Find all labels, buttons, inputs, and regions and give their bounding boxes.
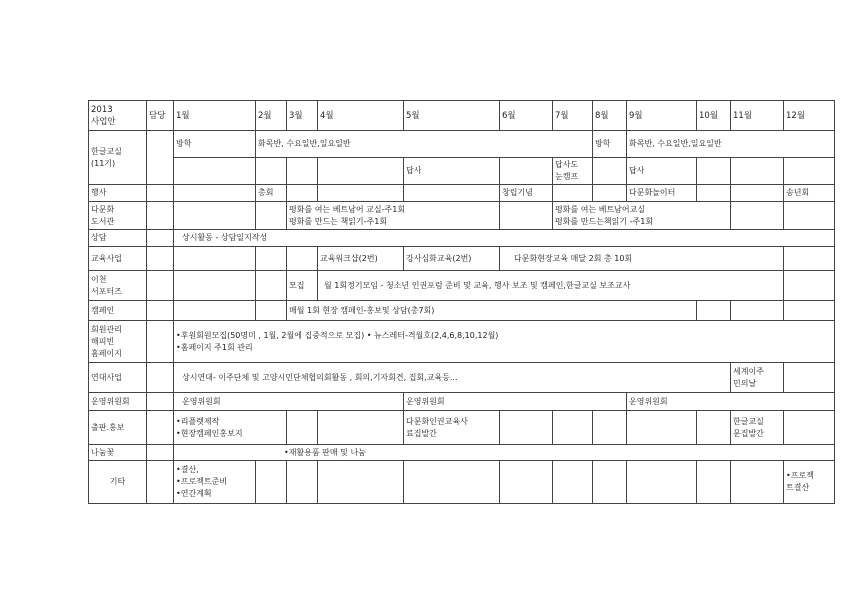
- owner-cell: [147, 321, 174, 363]
- row-label-solidarity: 연대사업: [89, 363, 147, 393]
- owner-cell: [147, 271, 174, 301]
- row-sharing: [89, 445, 835, 461]
- row-campaign: [89, 301, 835, 321]
- empty-cell: [500, 158, 553, 185]
- row-korean-class-sub: [89, 158, 835, 185]
- general-meeting: 총회: [256, 185, 287, 202]
- vacation-1: 방학: [174, 131, 256, 158]
- header-month-4: 4월: [318, 101, 404, 131]
- owner-cell: [147, 445, 174, 461]
- row-label-education: 교육사업: [89, 247, 147, 271]
- header-month-5: 5월: [404, 101, 500, 131]
- solidarity-item: 상시연대- 이주단체 및 고양시민단체협의회활동 , 회의,기자회견, 집회,교육등...: [174, 363, 731, 393]
- empty-cell: [697, 411, 731, 445]
- empty-cell: [500, 202, 553, 230]
- membership-item-2: •홈페이지 주1회 관리: [176, 342, 253, 352]
- header-month-6: 6월: [500, 101, 553, 131]
- empty-cell: [697, 461, 731, 504]
- header-month-11: 11월: [731, 101, 784, 131]
- row-label-membership: 회원관리 해피빈 홈페이지: [89, 321, 147, 363]
- empty-cell: [174, 202, 256, 230]
- youth-recruit: 모집: [287, 271, 318, 301]
- anniversary: 창립기념: [500, 185, 553, 202]
- youth-item: 월 1회정기모임 - 청소년 인권포럼 준비 및 교육, 행사 보조 및 캠페인,한글교실 보조교사: [318, 271, 784, 301]
- empty-cell: [593, 185, 627, 202]
- owner-cell: [147, 301, 174, 321]
- empty-cell: [287, 461, 318, 504]
- empty-cell: [256, 301, 287, 321]
- empty-cell: [256, 158, 287, 185]
- row-youth-supporters: [89, 271, 835, 301]
- library-item-2: 평화를 여는 베트남어교실 평화를 만드는책읽기 -주1회: [553, 202, 731, 230]
- education-item-2: 강사심화교육(2번): [404, 247, 500, 271]
- empty-cell: [731, 461, 784, 504]
- row-publication: [89, 411, 835, 445]
- empty-cell: [174, 301, 256, 321]
- summer-camp: 답사도 눈캠프: [553, 158, 593, 185]
- counseling-item: 상시활동 - 상담일지작성: [174, 230, 835, 247]
- steering-meeting-2: 운영위원회: [404, 393, 627, 411]
- owner-cell: [147, 461, 174, 504]
- empty-cell: [627, 461, 697, 504]
- classes-1: 화목반, 수요일반,일요일반: [256, 131, 593, 158]
- header-owner: 담당: [147, 101, 174, 131]
- sharing-item: •재활용품 판매 및 나눔: [174, 445, 835, 461]
- empty-cell: [287, 185, 318, 202]
- header-month-8: 8월: [593, 101, 627, 131]
- row-other: [89, 461, 835, 504]
- row-label-library: 다문화 도서관: [89, 202, 147, 230]
- row-label-steering: 운영위원회: [89, 393, 147, 411]
- empty-cell: [784, 363, 835, 393]
- row-label-publication: 출판.홍보: [89, 411, 147, 445]
- empty-cell: [697, 185, 731, 202]
- steering-meeting-1: 운영위원회: [174, 393, 404, 411]
- empty-cell: [593, 461, 627, 504]
- owner-cell: [147, 230, 174, 247]
- empty-cell: [174, 247, 256, 271]
- row-label-korean-class: 한글교실 (11기): [89, 131, 147, 185]
- empty-cell: [784, 271, 835, 301]
- row-label-counseling: 상담: [89, 230, 147, 247]
- row-label-youth: 이천 서포터즈: [89, 271, 147, 301]
- empty-cell: [287, 411, 318, 445]
- owner-cell: [147, 131, 174, 185]
- row-solidarity: [89, 363, 835, 393]
- header-month-1: 1월: [174, 101, 256, 131]
- row-label-campaign: 캠페인: [89, 301, 147, 321]
- empty-cell: [697, 158, 731, 185]
- header-month-7: 7월: [553, 101, 593, 131]
- empty-cell: [731, 158, 784, 185]
- empty-cell: [318, 411, 404, 445]
- empty-cell: [318, 461, 404, 504]
- empty-cell: [318, 158, 404, 185]
- empty-cell: [500, 411, 553, 445]
- empty-cell: [784, 158, 835, 185]
- empty-cell: [784, 247, 835, 271]
- festival: 다문화놀이터: [627, 185, 697, 202]
- header-month-12: 12월: [784, 101, 835, 131]
- empty-cell: [174, 271, 256, 301]
- vacation-2: 방학: [593, 131, 627, 158]
- empty-cell: [287, 158, 318, 185]
- empty-cell: [500, 461, 553, 504]
- owner-cell: [147, 185, 174, 202]
- empty-cell: [174, 158, 256, 185]
- empty-cell: [256, 247, 287, 271]
- row-label-sharing: 나눔꽃: [89, 445, 147, 461]
- solidarity-item-2: 세계이주 민의날: [731, 363, 784, 393]
- empty-cell: [404, 461, 500, 504]
- classes-2: 화목반, 수요일반,일요일반: [627, 131, 835, 158]
- empty-cell: [318, 185, 404, 202]
- header-month-10: 10월: [697, 101, 731, 131]
- empty-cell: [256, 461, 287, 504]
- row-membership: [89, 321, 835, 363]
- field-trip-1: 답사: [404, 158, 500, 185]
- row-steering: [89, 393, 835, 411]
- year-end-party: 송년회: [784, 185, 835, 202]
- row-events: [89, 185, 835, 202]
- education-item-3: 다문화현장교육 매달 2회 총 10회: [500, 247, 784, 271]
- empty-cell: [553, 411, 593, 445]
- empty-cell: [593, 158, 627, 185]
- empty-cell: [697, 301, 731, 321]
- empty-cell: [731, 185, 784, 202]
- empty-cell: [404, 185, 500, 202]
- membership-items: [174, 321, 835, 363]
- owner-cell: [147, 411, 174, 445]
- education-item-1: 교육워크샵(2번): [318, 247, 404, 271]
- row-korean-class: [89, 131, 835, 158]
- empty-cell: [731, 202, 784, 230]
- header-month-9: 9월: [627, 101, 697, 131]
- row-label-events: 행사: [89, 185, 147, 202]
- other-item-1: •결산, •프로젝트준비 •연간계획: [174, 461, 256, 504]
- row-library: [89, 202, 835, 230]
- campaign-item: 매월 1회 현장 캠페인-홍보및 상담(총7회): [287, 301, 697, 321]
- row-label-other: 기타: [89, 461, 147, 504]
- header-month-2: 2월: [256, 101, 287, 131]
- publication-item-1: •리플렛제작 •현장캠페인홍보지: [174, 411, 287, 445]
- publication-item-3: 한글교실 문집발간: [731, 411, 784, 445]
- other-item-2: •프로젝 트결산: [784, 461, 835, 504]
- empty-cell: [784, 202, 835, 230]
- header-year-plan: 2013 사업안: [89, 101, 147, 131]
- publication-item-2: 다문화인권교육사 료집발간: [404, 411, 500, 445]
- empty-cell: [731, 301, 784, 321]
- empty-cell: [627, 411, 697, 445]
- owner-cell: [147, 363, 174, 393]
- empty-cell: [553, 461, 593, 504]
- header-month-3: 3월: [287, 101, 318, 131]
- row-education: [89, 247, 835, 271]
- library-item-1: 평화를 여는 베트남어 교실-주1회 평화를 만드는 책읽기-주1회: [287, 202, 500, 230]
- empty-cell: [553, 185, 593, 202]
- empty-cell: [256, 271, 287, 301]
- owner-cell: [147, 393, 174, 411]
- row-counseling: [89, 230, 835, 247]
- membership-item-1: •후원회원모집(50명미 , 1월, 2월에 집중적으로 모집) • 뉴스레터-격월호(2,4,6,8,10,12월): [176, 330, 499, 340]
- empty-cell: [593, 411, 627, 445]
- owner-cell: [147, 247, 174, 271]
- field-trip-2: 답사: [627, 158, 697, 185]
- empty-cell: [287, 247, 318, 271]
- header-row: [89, 101, 835, 131]
- annual-plan-table: [88, 100, 835, 504]
- steering-meeting-3: 운영위원회: [627, 393, 835, 411]
- empty-cell: [174, 185, 256, 202]
- empty-cell: [256, 202, 287, 230]
- owner-cell: [147, 202, 174, 230]
- empty-cell: [784, 411, 835, 445]
- empty-cell: [784, 301, 835, 321]
